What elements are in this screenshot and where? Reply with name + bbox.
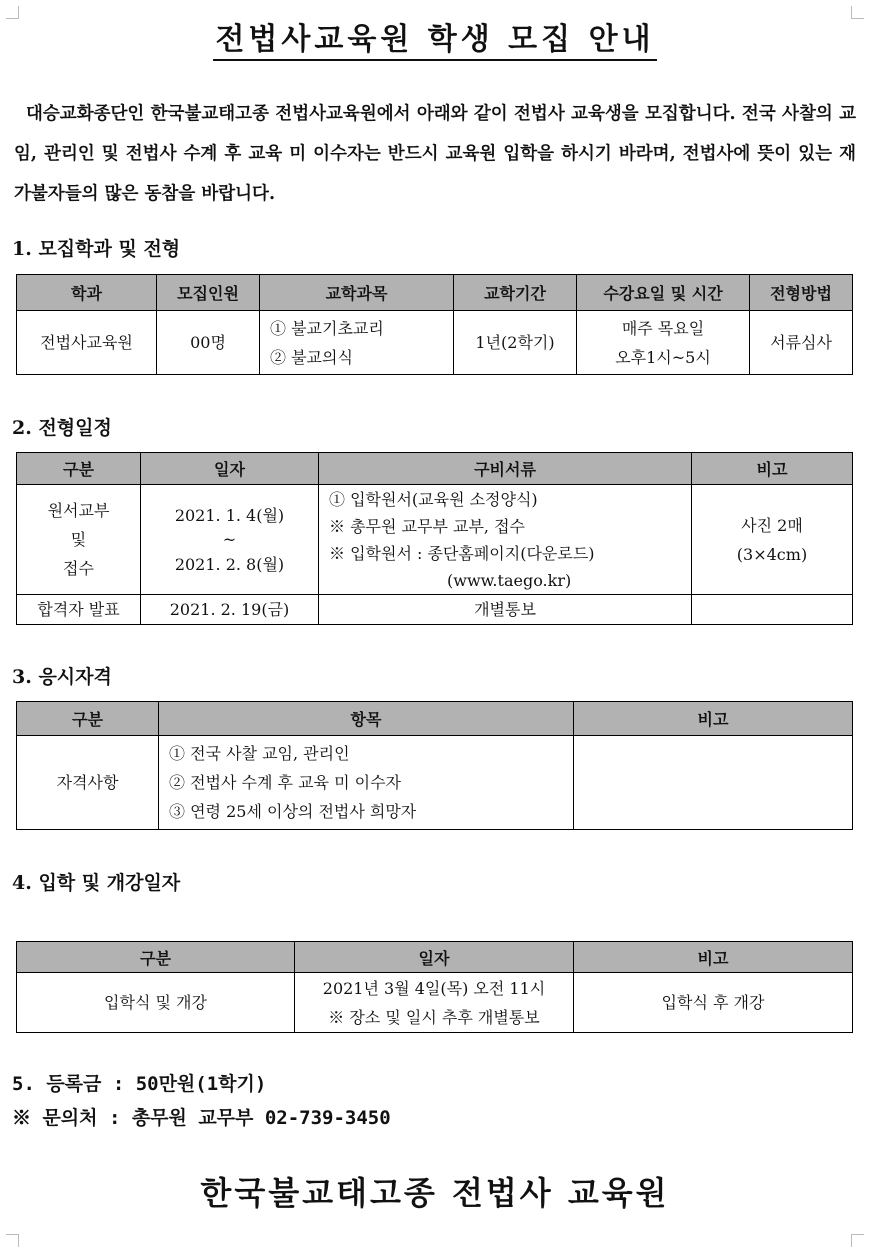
table-header-row xyxy=(17,702,853,736)
category-line: 접수 xyxy=(63,559,94,578)
cell-note xyxy=(692,595,853,625)
cell-schedule xyxy=(577,311,750,375)
recruitment-table xyxy=(16,274,853,375)
header-note: 비고 xyxy=(692,453,853,485)
website-url: (www.taego.kr) xyxy=(447,570,572,590)
page-corner-mark xyxy=(6,1234,19,1247)
page-title xyxy=(0,14,870,58)
table-row xyxy=(17,311,853,375)
cell-note: 입학식 후 개강 xyxy=(574,973,853,1033)
section-2-heading: 2. 전형일정 xyxy=(12,417,112,439)
header-schedule: 수강요일 및 시간 xyxy=(577,275,750,311)
date-line: ※ 장소 및 일시 추후 개별통보 xyxy=(328,1007,540,1027)
subject-item: ② 불교의식 xyxy=(270,347,353,367)
cell-documents xyxy=(319,485,692,595)
cell-category: 합격자 발표 xyxy=(17,595,141,625)
header-note: 비고 xyxy=(574,702,853,736)
header-category: 구분 xyxy=(17,453,141,485)
header-method: 전형방법 xyxy=(750,275,853,311)
tuition-fee: 5. 등록금 : 50만원(1학기) xyxy=(12,1073,267,1095)
cell-method: 서류심사 xyxy=(750,311,853,375)
table-row xyxy=(17,736,853,830)
cell-date-range xyxy=(141,485,319,595)
header-category: 구분 xyxy=(17,942,295,973)
eligibility-table xyxy=(16,701,853,830)
section-3-heading: 3. 응시자격 xyxy=(12,666,112,688)
table-header-row xyxy=(17,275,853,311)
section-1-heading: 1. 모집학과 및 전형 xyxy=(12,238,181,260)
table-header-row xyxy=(17,453,853,485)
cell-category xyxy=(17,485,141,595)
category-line: 원서교부 xyxy=(47,501,110,520)
cell-period: 1년(2학기) xyxy=(454,311,577,375)
header-note: 비고 xyxy=(574,942,853,973)
eligibility-item: ③ 연령 25세 이상의 전법사 희망자 xyxy=(169,802,417,821)
header-dept: 학과 xyxy=(17,275,157,311)
document-item: ① 입학원서(교육원 소정양식) xyxy=(329,489,538,509)
intro-paragraph: 대승교화종단인 한국불교태고종 전법사교육원에서 아래와 같이 전법사 교육생을 모집합니다. 전국 사찰의 교임, 관리인 및 전법사 수계 후 교육 미 이수자는 반드시 교육원 입학을 하시기 바라며, 전법사에 뜻이 있는 재가불자들의 많은 동참을 바랍니다. xyxy=(14,104,856,204)
note-line: (3×4cm) xyxy=(736,544,808,564)
cell-date xyxy=(295,973,574,1033)
schedule-time: 오후1시~5시 xyxy=(615,347,711,367)
document-item: ※ 총무원 교무부 교부, 접수 xyxy=(329,516,525,536)
header-period: 교학기간 xyxy=(454,275,577,311)
header-date: 일자 xyxy=(141,453,319,485)
table-row xyxy=(17,595,853,625)
cell-items xyxy=(159,736,574,830)
date-tilde: ~ xyxy=(222,529,237,549)
date-line: 2021년 3월 4일(목) 오전 11시 xyxy=(322,978,546,998)
header-count: 모집인원 xyxy=(157,275,260,311)
date-start: 2021. 1. 4(월) xyxy=(174,505,285,525)
header-items: 항목 xyxy=(159,702,574,736)
eligibility-item: ① 전국 사찰 교임, 관리인 xyxy=(169,744,350,763)
table-row xyxy=(17,485,853,595)
cell-note xyxy=(574,736,853,830)
eligibility-item: ② 전법사 수계 후 교육 미 이수자 xyxy=(169,773,401,792)
cell-dept: 전법사교육원 xyxy=(17,311,157,375)
page-corner-mark xyxy=(851,1234,864,1247)
schedule-day: 매주 목요일 xyxy=(621,318,705,338)
header-subject: 교학과목 xyxy=(260,275,454,311)
section-4-heading: 4. 입학 및 개강일자 xyxy=(12,872,181,894)
table-header-row xyxy=(17,942,853,973)
cell-subjects xyxy=(260,311,454,375)
cell-note xyxy=(692,485,853,595)
date-end: 2021. 2. 8(월) xyxy=(174,554,285,574)
table-row xyxy=(17,973,853,1033)
cell-documents: 개별통보 xyxy=(319,595,692,625)
subject-item: ① 불교기초교리 xyxy=(270,318,384,338)
cell-category: 자격사항 xyxy=(17,736,159,830)
header-documents: 구비서류 xyxy=(319,453,692,485)
schedule-table xyxy=(16,452,853,625)
page-title-text: 전법사교육원 학생 모집 안내 xyxy=(213,22,656,61)
organization-name: 한국불교태고종 전법사 교육원 xyxy=(200,1174,670,1212)
header-date: 일자 xyxy=(295,942,574,973)
document-item: ※ 입학원서 : 종단홈페이지(다운로드) xyxy=(329,543,595,563)
contact-info: ※ 문의처 : 총무원 교무부 02-739-3450 xyxy=(12,1107,391,1129)
admission-table xyxy=(16,941,853,1033)
header-category: 구분 xyxy=(17,702,159,736)
cell-date: 2021. 2. 19(금) xyxy=(141,595,319,625)
note-line: 사진 2매 xyxy=(741,515,803,535)
category-line: 및 xyxy=(70,530,87,549)
cell-count: 00명 xyxy=(157,311,260,375)
cell-category: 입학식 및 개강 xyxy=(17,973,295,1033)
